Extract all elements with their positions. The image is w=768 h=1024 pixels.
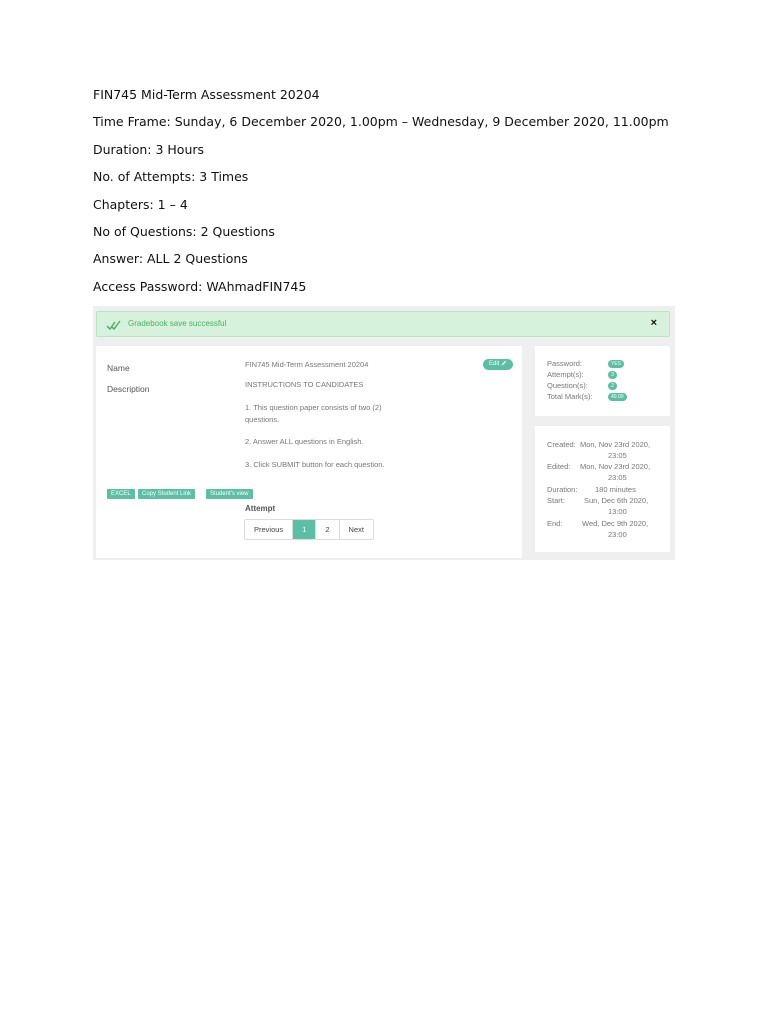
assessment-details — [93, 86, 693, 305]
start-label: Start: — [547, 496, 565, 505]
total-marks-badge: 40.00 — [608, 393, 627, 401]
assessment-panel — [96, 346, 522, 558]
name-value: FIN745 Mid-Term Assessment 20204 — [245, 360, 369, 369]
description-label: Description — [107, 384, 150, 394]
doc-line-duration: Duration: 3 Hours — [93, 141, 205, 157]
edited-value-line-1: Mon, Nov 23rd 2020, — [580, 462, 651, 471]
pager-page-1[interactable]: 1 — [293, 520, 316, 539]
end-value-line-1: Wed, Dec 9th 2020, — [582, 519, 649, 528]
doc-line-chapters: Chapters: 1 – 4 — [93, 196, 188, 212]
edit-button[interactable] — [483, 359, 513, 370]
total-marks-label: Total Mark(s): — [547, 392, 593, 401]
embedded-screenshot — [93, 306, 675, 560]
description-line-4: 2. Answer ALL questions in English. — [245, 437, 364, 446]
end-label: End: — [547, 519, 563, 528]
doc-line-title: FIN745 Mid-Term Assessment 20204 — [93, 87, 320, 102]
attempts-label: Attempt(s): — [547, 370, 584, 379]
doc-line-questions: No of Questions: 2 Questions — [93, 223, 275, 239]
password-label: Password: — [547, 359, 583, 368]
pagination — [244, 519, 374, 540]
questions-badge: 2 — [608, 382, 617, 390]
summary-panel — [535, 346, 670, 416]
password-badge: YES — [608, 360, 624, 368]
doc-line-answer: Answer: ALL 2 Questions — [93, 251, 248, 267]
pager-previous[interactable]: Previous — [245, 520, 293, 539]
pencil-icon — [501, 360, 507, 366]
attempts-badge: 3 — [608, 371, 617, 379]
duration-label: Duration: — [547, 485, 578, 494]
attempt-heading: Attempt — [245, 504, 276, 513]
success-alert — [96, 311, 670, 337]
start-value-line-1: Sun, Dec 6th 2020, — [584, 496, 649, 505]
doc-line-attempts: No. of Attempts: 3 Times — [93, 169, 249, 185]
created-value-line-2: 23:05 — [608, 451, 627, 460]
start-value-line-2: 13:00 — [608, 507, 627, 516]
description-line-2: 1. This question paper consists of two (2) — [245, 403, 382, 412]
end-value-line-2: 23:00 — [608, 530, 627, 539]
name-label: Name — [107, 363, 130, 373]
questions-label: Question(s): — [547, 381, 588, 390]
doc-line-password: Access Password: WAhmadFIN745 — [93, 278, 307, 294]
students-view-button[interactable]: Student's view — [206, 489, 253, 499]
edit-label: Edit — [489, 361, 500, 367]
description-line-5: 3. Click SUBMIT button for each question. — [245, 460, 385, 469]
double-check-icon — [106, 318, 122, 332]
created-value-line-1: Mon, Nov 23rd 2020, — [580, 440, 651, 449]
close-icon[interactable]: × — [650, 317, 657, 329]
description-line-1: INSTRUCTIONS TO CANDIDATES — [245, 380, 364, 389]
duration-value: 180 minutes — [595, 485, 636, 494]
description-line-3: questions. — [245, 415, 280, 424]
pager-next[interactable]: Next — [348, 525, 364, 534]
edited-value-line-2: 23:05 — [608, 473, 627, 482]
created-label: Created: — [547, 440, 576, 449]
copy-student-link-button[interactable]: Copy Student Link — [138, 489, 195, 499]
alert-message: Gradebook save successful — [128, 319, 227, 328]
pager-page-2[interactable]: 2 — [316, 520, 339, 539]
excel-button[interactable]: EXCEL — [107, 489, 135, 499]
doc-line-time-frame: Time Frame: Sunday, 6 December 2020, 1.00pm – Wednesday, 9 December 2020, 11.00pm — [93, 114, 669, 130]
edited-label: Edited: — [547, 462, 571, 471]
dates-panel — [535, 426, 670, 552]
